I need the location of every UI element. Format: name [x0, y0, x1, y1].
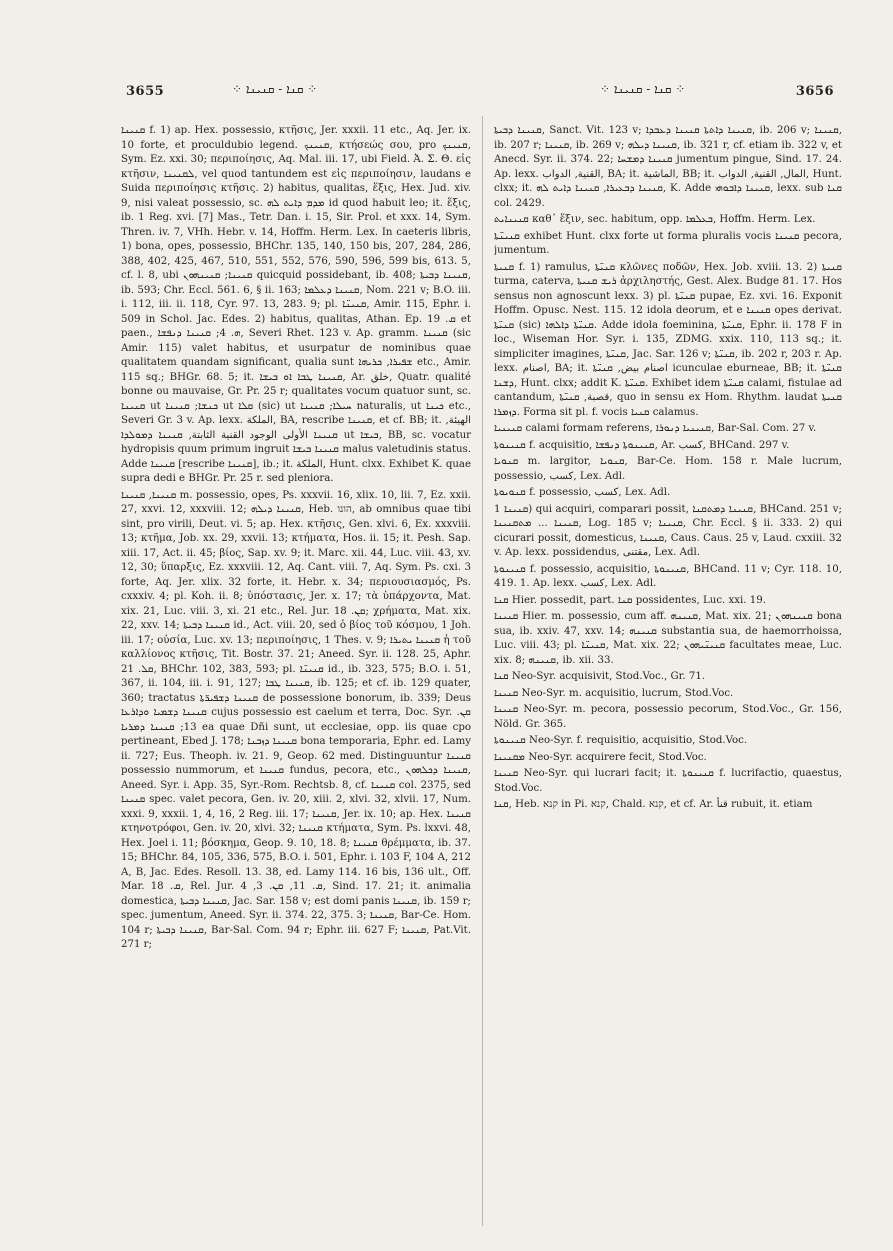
page-header: [0, 78, 893, 108]
entry-hier-qna: ܩܢܐ Hier. possedit, part. ܩܢܐ possidentes, Luc. xxi. 19.: [494, 594, 766, 606]
right-column: [494, 124, 842, 1232]
entry-qenoyuta: ܩܢܘܝܘܬܐ f. possessio, كسب, Lex. Adl.: [494, 487, 671, 498]
entry-neosyr-pecora: ܩܢܝܢܐ Neo-Syr. m. pecora, possessio pecorum, Stod.Voc., Gr. 156, Nöld. Gr. 365.: [494, 704, 842, 730]
right-page-number: 3656: [795, 84, 834, 99]
entry-qenyanata-plural: ܩܢܝܢ̈ܬܐ exhibet Hunt. clxx forte ut forma pluralis vocis ܩܢܝܢܐ pecora, jumentum.: [494, 230, 842, 256]
entry-qenoya: ܩܢܘܝܐ m. largitor, ܩܢܘܝܐ, Bar-Ce. Hom. 158 r. Male lucrum, possessio, كسب, Lex. Adl.: [494, 456, 842, 482]
entry-neosyr-qna: ܩܢܐ Neo-Syr. acquisivit, Stod.Voc., Gr. 71.: [494, 671, 706, 682]
entry-hier-qenyana: ܩܢܝܢܐ Hier. m. possessio, cum aff. ܩܢܝܢܗ, Mat. xix. 21; ܩܢܝܢܗܘܢ bona sua, ib. xxiv. 47, xxv. 14; ܩܢܝܢܗ substantia sua, de haemorrhoissa, Luc. viii. 43; pl. ܩܢܝܢ̈ܐ, Mat. xix. 22; ܩܢܝܢ̈ܝܗܘܢ facultates meae, Luc. xix. 8; ܩܢܝܢܗ, ib. xii. 33.: [494, 611, 842, 666]
entry-qenyanaya: ܩܢܝܢܝܐ calami formam referens, ܩܢܝܢܝܐ ܕܢܘܪܐ, Bar-Sal. Com. 27 v.: [494, 423, 817, 434]
entry-qenyanuta: ܩܢܝܢܘܬܐ f. acquisitio, ܩܢܝܢܘܬܐ ܕܢܦܫܐ, Ar. كسب, BHCand. 297 v.: [494, 439, 790, 451]
entry-neosyr-requisitio: ܩܢܝܢܘܬܐ Neo-Syr. f. requisitio, acquisitio, Stod.Voc.: [494, 735, 748, 746]
left-column: [121, 124, 471, 1232]
entry-qenyana-acquirable: ܩܢܝܢܐ 1) qui acquiri, comparari possit, ܩܢܝܢܐ ܕܡܬܩܢܐ, BHCand. 251 v; ܩܢܝܢܐ ... ܡܬܩܢܝܢܐ, Log. 185 v; ܩܢܝܢܐ, Chr. Eccl. § ii. 333. 2) qui cicurari possit, domesticus, ܩܢܝܢܐ, Caus. Caus. 25 v, Laud. cxxiii. 32 v. Ap. lexx. possidendus, مقتنى, Lex. Adl.: [494, 503, 842, 558]
entry-continuation: ܩܢܝܢܐ ܕܒܝܬܐ, Sanct. Vit. 123 v; ܩܢܝܢܐ ܕܐܬܬܐ ܩܢܝܢܐ ܕܥܒܕܐ, ib. 206 v; ܩܢܝܢܐ, ib. 207 r; ܩܢܝܢܐ, ib. 269 v; ܩܢܝܢܐ ܕܝܠܗ, ib. 321 r, cf. etiam ib. 322 v, et Anecd. Syr. ii. 374. 22; ܩܢܝܢܐ ܕܡܫܚܐ jumentum pingue, Sind. 17. 24. Ap. lexx. القنية, الدواب, BA; it. الماشية, BB; it. المال, القنية, الدواب, Hunt. clxx; it. ܩܢܝܢܐ ܕܒܥܝܪܐ, ܩܢܝܢܐ ܕܐܝܬ ܠܗ, K. Adde ܩܢܝܢܐ ܕܐܒܘܗܝ, lexx. sub ܩܢܐ col. 2429.: [494, 125, 842, 209]
entry-qenyana-feminine: ܩܢܝܢܐ f. 1) ap. Hex. possessio, κτῆσις, Jer. xxxii. 11 etc., Aq. Jer. ix. 10 forte, et proculdubio legend. ܩܢܝܢܟ, κτήσεώς σου, pro ܩܢܝܢܟ, Sym. Ez. xxi. 30; περιποίησις, Aq. Mal. iii. 17, ubi Field. Ἀ. Σ. Θ. εἰς κτῆσιν, ܠܩܢܝܢܐ, vel quod tantundem est εἰς περιποίησιν, laudans e Suida περιποίησις κτῆσις. 2) habitus, qualitas, ἕξις, Hex. Jud. xiv. 9, nisi valeat possessio, sc. ܡܕܡ ܕܐܝܬ ܠܗ id quod habuit leo; it. ἕξις, ib. 1 Reg. xvi. [7] Mas., Tetr. Dan. i. 15, Sir. Prol. et xxx. 14, Sym. Thren. iv. 7, VHh. Hebr. v. 14, Hoffm. Herm. Lex. In caeteris libris, 1) bona, opes, possessio, BHChr. 135, 140, 150 bis, 207, 284, 286, 388, 402, 425, 467, 510, 551, 552, 576, 590, 596, 599 bis, 613. 5, cf. l. 8, ubi ܩܢܝܢܐ; ܩܢܝܢܗܘܢ quicquid possidebant, ib. 408; ܩܢܝܢܐ ܕܒܝܬܐ, ib. 593; Chr. Eccl. 561. 6, § ii. 163; ܩܢܝܢܐ ܕܥܠܡܐ, Nom. 221 v; B.O. iii. i. 112, iii. ii. 118, Cyr. 97. 13, 283. 9; pl. ܩܢܝܢ̈ܐ, Amir. 115, Ephr. i. 509 in Schol. Jac. Edes. 2) habitus, qualitas, Athan. Ep. ܩ. 19 et paen., ܗ. 4; ܩܢܝܢܐ ܕܢܦܫܐ, Severi Rhet. 123 v. Ap. gramm. ܩܢܝܢܐ (sic Amir. 115) valet habitus, et usurpatur de nominibus quae qualitatem quandam significant, qualia sunt ܫܦܝܪܐ, ܟܪܝܗܐ etc., Amir. 115 sq.; BHGr. 68. 5; it. ܩܢܝܢܐ ܛܒܐ ܐܘ ܒܝܫܐ, Ar. خلق, Quatr. qualité bonne ou mauvaise, Gr. Pr. 25 r; qualitates vocum quatuor sunt, sc. ܩܢܝܢܐ ut ܟܢܫܐ; ܩܢܝܢܐ ut ܩܠܐ (sic) ut ܚܝܠܐ; ܩܢܝܢܐ naturalis, ut ܟܝܢܐ etc., Severi Gr. 3 v. Ap. lexx. الملكة, BA, rescribe ܩܢܝܢܐ, et cf. BB; it. الهيئة, ܩܢܝܢܐ الأولى الوجود القنية الثابتة, ܩܢܝܢܐ ܕܡܘܠܕܐ ut ܒܝܫܐ, BB, sc. vocatur hydropisis quum primum ingruit ܩܢܝܢܐ ܒܝܫܐ malus valetudinis status. Adde ܩܢܝܢܐ [rescribe ܩܢܝܢܐ], ib.; it. الملكة, Hunt. clxx. Exhibet K. quae supra dedi e BHGr. Pr. 25 r. sed pleniora.: [121, 125, 471, 484]
entry-qenyanait: ܩܢܝܢܐܝܬ καθ᾿ ἕξιν, sec. habitum, opp. ܒܥܠܡܐ, Hoffm. Herm. Lex.: [494, 214, 816, 225]
left-running-head: ⁘ ܩܢܐ - ܩܢܝܢܐ ⁘: [232, 82, 318, 96]
entry-qenita: ܩܢܝܬܐ f. 1) ramulus, ܩܢܝ̈ܬܐ κλῶνες ποδῶν, Hex. Job. xviii. 13. 2) ܩܢܝܬܐ turma, caterva, ܪܝܫ ܩܢܝܬܐ ἀρχιληστής, Gest. Alex. Budge 81. 17. Hos sensus non agnoscunt lexx. 3) pl. ܩܢܝ̈ܬܐ pupae, Ez. xvi. 16. Exponit Hoffm. Opusc. Nest. 115. 12 idola deorum, et e ܩܢܝܢܐ opes derivat. ܩܢܝ̈ܬܐ (sic) ܩܢܝ̈ܬܐ ܕܐܠܗܐ. Adde idola foeminina, ܩܢܝ̈ܬܐ, Ephr. ii. 178 F in loc., Wiseman Hor. Syr. i. 135, ZDMG. xxix. 110, 113 sq.; it. simpliciter imagines, ܩܢܝ̈ܬܐ, Jac. Sar. 126 v; ܩܢܝ̈ܬܐ, ib. 202 r, 203 r. Ap. lexx. اصنام, BA; it. اصنام بيض, ܩܢܝ̈ܬܐ icunculae eburneae, BB; it. ܩܢܝ̈ܬܐ ܕܫܢܐ, Hunt. clxx; addit K. ܩܢܝ̈ܬܐ. Exhibet idem ܩܢܝ̈ܬܐ calami, fistulae ad cantandum, قصبة, ܩܢܝ̈ܬܐ, quo in sensu ex Hom. Rhythm. laudat ܩܢܝܬܐ ܕܙܡܪܐ. Forma sit pl. f. vocis ܩܢܝܐ calamus.: [494, 261, 842, 418]
entry-neosyr-acquirere: ܡܩܢܝܢܐ Neo-Syr. acquirere fecit, Stod.Voc.: [494, 751, 707, 763]
entry-neosyr-lucrari: ܩܢܝܢܐ Neo-Syr. qui lucrari facit; it. ܩܢܝܢܘܬܐ f. lucrifactio, quaestus, Stod.Voc.: [494, 768, 842, 794]
entry-qna-hebrew: ܩܢܐ, Heb. קנא in Pi. קנא, Chald. קנא, et cf. Ar. قنأ rubuit, it. etiam: [494, 799, 813, 810]
entry-neosyr-acquisitio: ܩܢܝܢܐ Neo-Syr. m. acquisitio, lucrum, Stod.Voc.: [494, 687, 734, 699]
entry-qenyana-masculine: ܩܢܝܢܐ, ܩܢܝܢܐ m. possessio, opes, Ps. xxxvii. 16, xlix. 10, lii. 7, Ez. xxii. 27, xxvi. 12, xxxviii. 12; ܩܢܝܢܐ ܕܝܠܗ, Heb. הונו, ab omnibus quae tibi sint, pro virili, Deut. vi. 5; ap. Hex. κτῆσις, Gen. xlvi. 6, Ex. xxxviii. 13; κτῆμα, Job. xx. 29, xxvii. 13; κτήματα, Hos. ii. 15; it. Pesh. Sap. xiii. 17, Act. ii. 45; βίος, Sap. xv. 9; it. Marc. xii. 44, Luc. viii. 43, xv. 12, 30; ὕπαρξις, Ez. xxxviii. 12, Aq. Cant. viii. 7, Aq. Sym. Ps. cxi. 3 forte, Aq. Jer. xlix. 32 forte, it. Hebr. x. 34; περιουσιασμός, Ps. cxxxiv. 4; pl. Koh. ii. 8; ὑπόστασις, Jer. x. 17; τὰ ὑπάρχοντα, Mat. xix. 21, Luc. viii. 3, xi. 21 etc., Rel. Jur. ܩܢ. 18; χρήματα, Mat. xix. 22, xxv. 14; ܩܢܝܢܐ ܕܒܝܬܐ id., Act. viii. 20, sed ὁ βίος τοῦ κόσμου, 1 Joh. iii. 17; οὐσία, Luc. xv. 13; περιποίησις, 1 Thes. v. 9; ܩܢܝܢܐ ܝܬܝܪܐ ἡ τοῦ καλλίονος κτῆσις, Tit. Bostr. 37. 21; Aneed. Syr. ii. 128. 25, Aphr. ܩܠ. 21, BHChr. 102, 383, 593; pl. ܩܢܝܢ̈ܐ id., ib. 323, 575; B.O. i. 51, 367, ii. 104, iii. i. 91, 127; ܩܢܝܢܐ ܛܒܐ, ib. 125; et cf. ib. 129 quater, 360; tractatus ܩܢܝܢܐ ܕܫܦܝܪ̈ܬܐ de possessione bonorum, ib. 339; Deus ܩܢܝܢܐ ܕܫܡܝܐ ܘܕܐܪܥܐ cujus possessio est caelum et terra, Doc. Syr. ܩܢ. 13; ܩܢܝܢܐ ܕܡܪܝܐ ea quae Dñi sunt, ut ecclesiae, opp. iis quae cpo pertineant, Ebed J. 178; ܩܢܝܢܐ ܕܙܒܢܐ bona temporaria, Ephr. ed. Lamy ii. 727; Eus. Theoph. iv. 21. 9, Geop. 62 med. Distinguuntur ܩܢܝܢܐ possessio nummorum, et ܩܢܝܢܐ fundus, pecora, etc., ܩܢܝܢܐ ܕܟܠܗܘܢ, Aneed. Syr. i. App. 35, Syr.-Rom. Rechtsb. 8, cf. ܩܢܝܢܐ col. 2375, sed ܩܢܝܢܐ spec. valet pecora, Gen. iv. 20, xiii. 2, xlvi. 32, xlvii. 17, Num. xxxi. 9, xxxii. 1, 4, 16, 2 Reg. iii. 17; ܩܢܝܢܐ, Jer. ix. 10; ap. Hex. ܩܢܝܢܐ κτηνοτρόφοι, Gen. iv. 20, xlvi. 32; ܩܢܝܢܐ κτήματα, Sym. Ps. lxxvi. 48, Hex. Joel i. 11; βόσκημα, Geop. 9. 10, 18. 8; ܩܢܝܢܐ θρέμματα, ib. 37. 15; BHChr. 84, 105, 336, 575, B.O. i. 501, Ephr. i. 103 F, 104 A, 212 A, B, Jac. Edes. Resoll. 13. 38, ed. Lamy 114. 16 bis, 136 ult., Off. Mar. ܩ. 18, Rel. Jur. ܩ. 11, ܩܢ. 3, 4, Sind. 17. 21; it. animalia domestica, ܩܢܝܢܐ ܕܒܝܬܐ, Jac. Sar. 158 v; est domi panis ܩܢܝܢܐ, ib. 159 r; spec. jumentum, Aneed. Syr. ii. 374. 22, 375. 3; ܩܢܝܢܐ, Bar-Ce. Hom. 104 r; ܩܢܝܢܐ ܕܒܝܬܐ, Bar-Sal. Com. 94 r; Ephr. iii. 627 F; ܩܢܝܢܐ, Pat.Vit. 271 r;: [121, 489, 471, 950]
column-divider: [482, 116, 483, 1226]
left-page-number: 3655: [126, 84, 165, 99]
entry-qenyanuta-acquisitio: ܩܢܝܢܘܬܐ f. possessio, acquisitio, ܩܢܝܢܘܬܐ, BHCand. 11 v; Cyr. 118. 10, 419. 1. Ap. lexx. كسب, Lex. Adl.: [494, 563, 842, 589]
right-running-head: ⁘ ܩܢܐ - ܩܢܝܢܐ ⁘: [600, 82, 686, 96]
